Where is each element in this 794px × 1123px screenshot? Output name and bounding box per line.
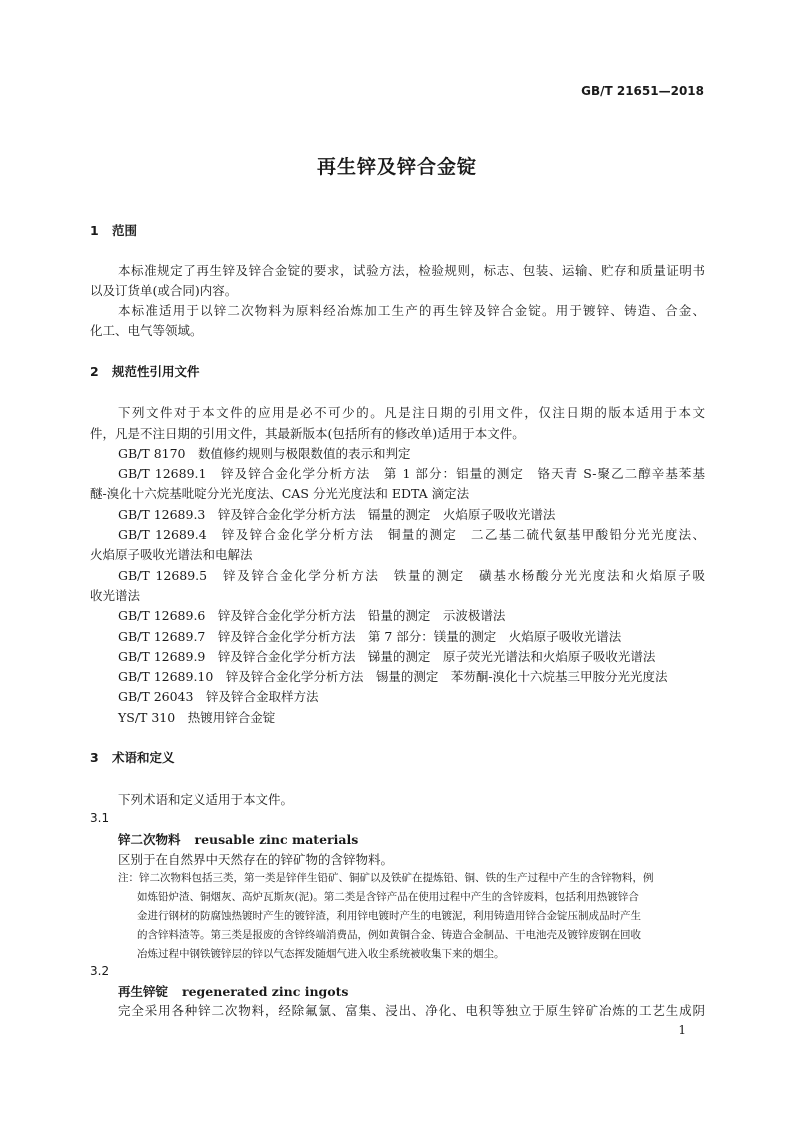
reference-item: GB/T 12689.4 锌及锌合金化学分析方法 铜量的测定 二乙基二硫代氨基甲酸铅分光光度法、 — [118, 527, 705, 542]
section-number: 1 — [90, 223, 99, 238]
section-title: 术语和定义 — [112, 750, 175, 765]
reference-item: YS/T 310 热镀用锌合金锭 — [118, 710, 276, 725]
section-3-heading — [90, 748, 175, 766]
section-number: 2 — [90, 364, 99, 379]
term-number: 3.1 — [90, 811, 110, 825]
reference-item-continuation: 火焰原子吸收光谱法和电解法 — [90, 547, 253, 562]
standard-code: GB/T 21651—2018 — [581, 84, 704, 98]
document-title: 再生锌及锌合金锭 — [316, 156, 477, 178]
term-title — [118, 982, 348, 1000]
section-2-heading — [90, 362, 200, 380]
paragraph-line: 以及订货单(或合同)内容。 — [90, 283, 238, 298]
term-definition: 区别于在自然界中天然存在的锌矿物的含锌物料。 — [118, 852, 394, 867]
note-line: 注：锌二次物料包括三类，第一类是锌伴生铅矿、铜矿以及铁矿在提炼铅、铜、铁的生产过程中产生的含锌物料，例 — [118, 872, 654, 884]
note-line: 的含锌料渣等。第三类是报废的含锌终端消费品，例如黄铜合金、铸造合金制品、干电池壳及镀锌废钢在回收 — [137, 929, 641, 941]
reference-item: GB/T 12689.1 锌及锌合金化学分析方法 第 1 部分：铝量的测定 铬天青 S-聚乙二醇辛基苯基 — [118, 466, 705, 481]
note-line: 冶炼过程中钢铁镀锌层的锌以气态挥发随烟气进入收尘系统被收集下来的烟尘。 — [137, 948, 505, 960]
reference-item: GB/T 12689.7 锌及锌合金化学分析方法 第 7 部分：镁量的测定 火焰原子吸收光谱法 — [118, 629, 622, 644]
term-definition: 完全采用各种锌二次物料，经除氟氯、富集、浸出、净化、电积等独立于原生锌矿冶炼的工艺生成阴 — [118, 1003, 705, 1018]
term-title — [118, 830, 358, 848]
reference-item-continuation: 醚-溴化十六烷基吡啶分光光度法、CAS 分光光度法和 EDTA 滴定法 — [90, 486, 470, 501]
paragraph-line: 化工、电气等领域。 — [90, 323, 203, 338]
reference-item: GB/T 12689.3 锌及锌合金化学分析方法 镉量的测定 火焰原子吸收光谱法 — [118, 507, 556, 522]
reference-item: GB/T 12689.6 锌及锌合金化学分析方法 铅量的测定 示波极谱法 — [118, 608, 506, 623]
section-title: 范围 — [112, 223, 138, 238]
paragraph-line: 本标准规定了再生锌及锌合金锭的要求，试验方法，检验规则，标志、包装、运输、贮存和质量证明书 — [118, 263, 705, 278]
page-number: 1 — [678, 1023, 686, 1037]
reference-item: GB/T 12689.9 锌及锌合金化学分析方法 锑量的测定 原子荧光光谱法和火焰原子吸收光谱法 — [118, 649, 656, 664]
section-1-heading — [90, 221, 137, 239]
paragraph-line: 下列术语和定义适用于本文件。 — [118, 792, 294, 807]
reference-item: GB/T 26043 锌及锌合金取样方法 — [118, 689, 319, 704]
note-line: 金进行钢材的防腐蚀热镀时产生的镀锌渣，利用锌电镀时产生的电镀泥，利用铸造用锌合金锭压制成品时产生 — [137, 910, 641, 922]
paragraph-line: 本标准适用于以锌二次物料为原料经冶炼加工生产的再生锌及锌合金锭。用于镀锌、铸造、合金、 — [118, 303, 705, 318]
paragraph-line: 件，凡是不注日期的引用文件，其最新版本(包括所有的修改单)适用于本文件。 — [90, 426, 525, 441]
section-number: 3 — [90, 750, 99, 765]
reference-item-continuation: 收光谱法 — [90, 588, 141, 603]
reference-item: GB/T 12689.5 锌及锌合金化学分析方法 铁量的测定 磺基水杨酸分光光度法和火焰原子吸 — [118, 568, 705, 583]
term-en: regenerated zinc ingots — [182, 984, 349, 999]
term-number: 3.2 — [90, 964, 110, 978]
term-zh: 再生锌锭 — [118, 984, 169, 999]
reference-item: GB/T 12689.10 锌及锌合金化学分析方法 锡量的测定 苯芴酮-溴化十六烷基三甲胺分光光度法 — [118, 669, 668, 684]
term-en: reusable zinc materials — [194, 832, 359, 847]
note-line: 如炼铅炉渣、铜烟灰、高炉瓦斯灰(泥)。第二类是含锌产品在使用过程中产生的含锌废料，包括利用热镀锌合 — [137, 891, 639, 903]
paragraph-line: 下列文件对于本文件的应用是必不可少的。凡是注日期的引用文件，仅注日期的版本适用于本文 — [118, 405, 705, 420]
reference-item: GB/T 8170 数值修约规则与极限数值的表示和判定 — [118, 446, 411, 461]
term-zh: 锌二次物料 — [118, 832, 181, 847]
section-title: 规范性引用文件 — [112, 364, 200, 379]
